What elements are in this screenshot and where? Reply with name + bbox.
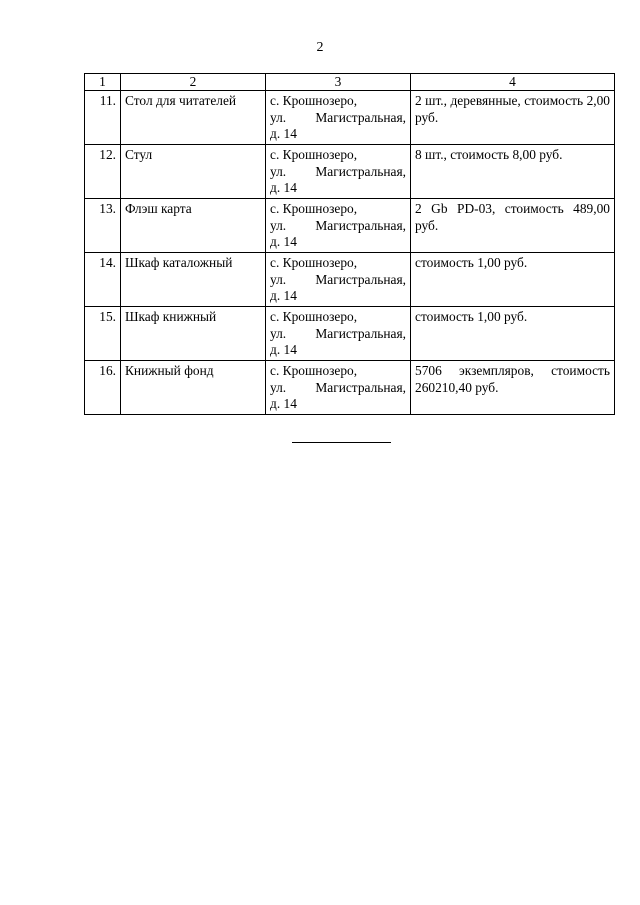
item-description: 2 шт., деревянные, стоимость 2,00 руб. [411,91,615,145]
item-name: Стул [121,145,266,199]
end-separator-line [292,442,391,443]
address-line: ул. Магистральная, [270,325,406,341]
item-address [266,361,411,415]
table-row [85,145,615,199]
address-line: ул. Магистральная, [270,163,406,179]
item-name: Шкаф книжный [121,307,266,361]
table-row [85,91,615,145]
item-name: Шкаф каталожный [121,253,266,307]
column-header-2: 2 [121,74,266,91]
address-line: ул. Магистральная, [270,217,406,233]
item-description: стоимость 1,00 руб. [411,307,615,361]
table-row [85,307,615,361]
row-number: 13. [85,199,121,253]
column-header-4: 4 [411,74,615,91]
item-description: стоимость 1,00 руб. [411,253,615,307]
item-description: 5706 экземпляров, стоимость 260210,40 руб. [411,361,615,415]
address-line: ул. Магистральная, [270,379,406,395]
row-number: 11. [85,91,121,145]
table-row [85,361,615,415]
item-name: Флэш карта [121,199,266,253]
item-description: 8 шт., стоимость 8,00 руб. [411,145,615,199]
page-number: 2 [316,40,324,55]
column-header-1: 1 [85,74,121,91]
item-name: Книжный фонд [121,361,266,415]
address-line: с. Крошнозеро, [270,255,358,270]
address-line: с. Крошнозеро, [270,147,358,162]
item-address [266,253,411,307]
address-line: д. 14 [270,234,297,249]
address-line: с. Крошнозеро, [270,363,358,378]
address-line: д. 14 [270,342,297,357]
property-table [84,73,615,415]
table-header-row [85,74,615,91]
item-description: 2 Gb PD-03, стоимость 489,00 руб. [411,199,615,253]
column-header-3: 3 [266,74,411,91]
address-line: с. Крошнозеро, [270,201,358,216]
address-line: ул. Магистральная, [270,109,406,125]
row-number: 12. [85,145,121,199]
address-line: д. 14 [270,180,297,195]
address-line: с. Крошнозеро, [270,93,358,108]
address-line: д. 14 [270,396,297,411]
item-name: Стол для читателей [121,91,266,145]
address-line: д. 14 [270,126,297,141]
table-row [85,253,615,307]
address-line: д. 14 [270,288,297,303]
item-address [266,145,411,199]
address-line: с. Крошнозеро, [270,309,358,324]
row-number: 16. [85,361,121,415]
table-row [85,199,615,253]
row-number: 14. [85,253,121,307]
item-address [266,199,411,253]
row-number: 15. [85,307,121,361]
address-line: ул. Магистральная, [270,271,406,287]
item-address [266,307,411,361]
item-address [266,91,411,145]
